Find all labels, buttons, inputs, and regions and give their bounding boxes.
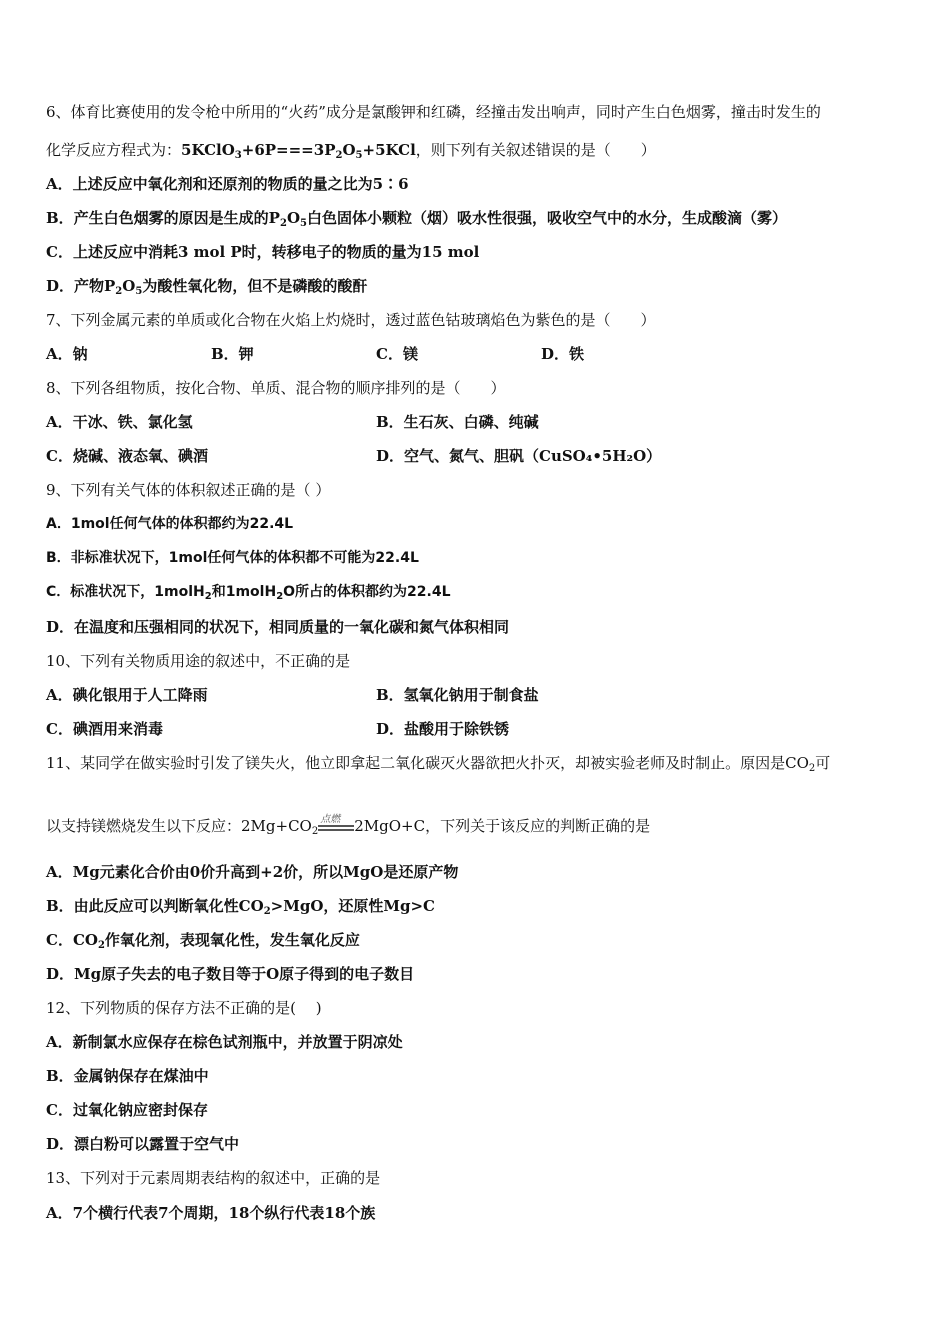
q12-stem: 12、下列物质的保存方法不正确的是( ) bbox=[46, 999, 322, 1017]
q6-option-c: C．上述反应中消耗3 mol P时，转移电子的物质的量为15 mol bbox=[46, 243, 480, 261]
q8-option-d: D．空气、氮气、胆矾（CuSO₄•5H₂O） bbox=[376, 447, 662, 465]
q6-equation: $5KClO_3+6P===3P_2O_5+5KCl$ bbox=[181, 141, 416, 161]
q11-option-b: B．由此反应可以判断氧化性$CO_2>MgO$，还原性Mg>C bbox=[46, 897, 435, 917]
q6-stem-line2: 化学反应方程式为：$5KClO_3+6P===3P_2O_5+5KCl$，则下列有关叙述错误的是（ ） bbox=[46, 141, 656, 161]
q7-option-a: A．钠 bbox=[46, 345, 88, 363]
q7-option-c: C．镁 bbox=[376, 345, 418, 363]
q10-option-c: C．碘酒用来消毒 bbox=[46, 720, 163, 738]
q12-option-a: A．新制氯水应保存在棕色试剂瓶中，并放置于阴凉处 bbox=[46, 1033, 403, 1051]
q10-option-d: D．盐酸用于除铁锈 bbox=[376, 720, 510, 738]
q11-option-c: C．$CO_2$作氧化剂，表现氧化性，发生氧化反应 bbox=[46, 931, 360, 951]
q8-option-c: C．烧碱、液态氧、碘酒 bbox=[46, 447, 208, 465]
q13-option-a: A．7个横行代表7个周期，18个纵行代表18个族 bbox=[46, 1204, 376, 1222]
q9-option-b: B．非标准状况下，1mol任何气体的体积都不可能为22.4L bbox=[46, 550, 419, 566]
q6-stem-line1: 6、体育比赛使用的发令枪中所用的“火药”成分是氯酸钾和红磷，经撞击发出响声，同时产生白色烟雾，撞击时发生的 bbox=[46, 103, 821, 121]
q12-option-b: B．金属钠保存在煤油中 bbox=[46, 1067, 209, 1085]
q10-stem: 10、下列有关物质用途的叙述中，不正确的是 bbox=[46, 652, 351, 670]
q6-option-b: B．产生白色烟雾的原因是生成的$P_2O_5$白色固体小颗粒（烟）吸水性很强，吸收空气中的水分，生成酸滴（雾） bbox=[46, 209, 787, 229]
q9-option-c: C．标准状况下，1molH$_2$和1molH$_2$O所占的体积都约为22.4L bbox=[46, 584, 451, 602]
q7-stem: 7、下列金属元素的单质或化合物在火焰上灼烧时，透过蓝色钴玻璃焰色为紫色的是（ ） bbox=[46, 311, 656, 329]
q7-option-d: D．铁 bbox=[541, 345, 585, 363]
q8-stem: 8、下列各组物质，按化合物、单质、混合物的顺序排列的是（ ） bbox=[46, 379, 506, 397]
q13-stem: 13、下列对于元素周期表结构的叙述中，正确的是 bbox=[46, 1169, 381, 1187]
q11-option-d: D．Mg原子失去的电子数目等于O原子得到的电子数目 bbox=[46, 965, 415, 983]
q10-option-a: A．碘化银用于人工降雨 bbox=[46, 686, 208, 704]
q7-option-b: B．钾 bbox=[211, 345, 254, 363]
q6-option-d: D．产物$P_2O_5$为酸性氧化物，但不是磷酸的酸酐 bbox=[46, 277, 368, 297]
q9-option-a: A．1mol任何气体的体积都约为22.4L bbox=[46, 516, 294, 532]
q10-option-b: B．氢氧化钠用于制食盐 bbox=[376, 686, 539, 704]
q9-option-d: D．在温度和压强相同的状况下，相同质量的一氧化碳和氮气体积相同 bbox=[46, 618, 510, 636]
q11-stem-line1: 11、某同学在做实验时引发了镁失火，他立即拿起二氧化碳灭火器欲把火扑灭，却被实验老师及时制止。原因是$CO_2$可 bbox=[46, 754, 831, 774]
q8-option-a: A．干冰、铁、氯化氢 bbox=[46, 413, 193, 431]
reaction-condition-arrow: 点燃 bbox=[318, 816, 354, 836]
q8-option-b: B．生石灰、白磷、纯碱 bbox=[376, 413, 539, 431]
q11-option-a: A．Mg元素化合价由0价升高到+2价，所以MgO是还原产物 bbox=[46, 863, 459, 881]
q11-stem-line2: 以支持镁燃烧发生以下反应：$2Mg+CO_2$ 点燃 2MgO+C，下列关于该反应的判断正确的是 bbox=[46, 814, 651, 837]
q9-stem: 9、下列有关气体的体积叙述正确的是（ ） bbox=[46, 481, 331, 499]
q12-option-c: C．过氧化钠应密封保存 bbox=[46, 1101, 208, 1119]
q6-option-a: A．上述反应中氧化剂和还原剂的物质的量之比为5∶6 bbox=[46, 175, 409, 193]
q12-option-d: D．漂白粉可以露置于空气中 bbox=[46, 1135, 240, 1153]
